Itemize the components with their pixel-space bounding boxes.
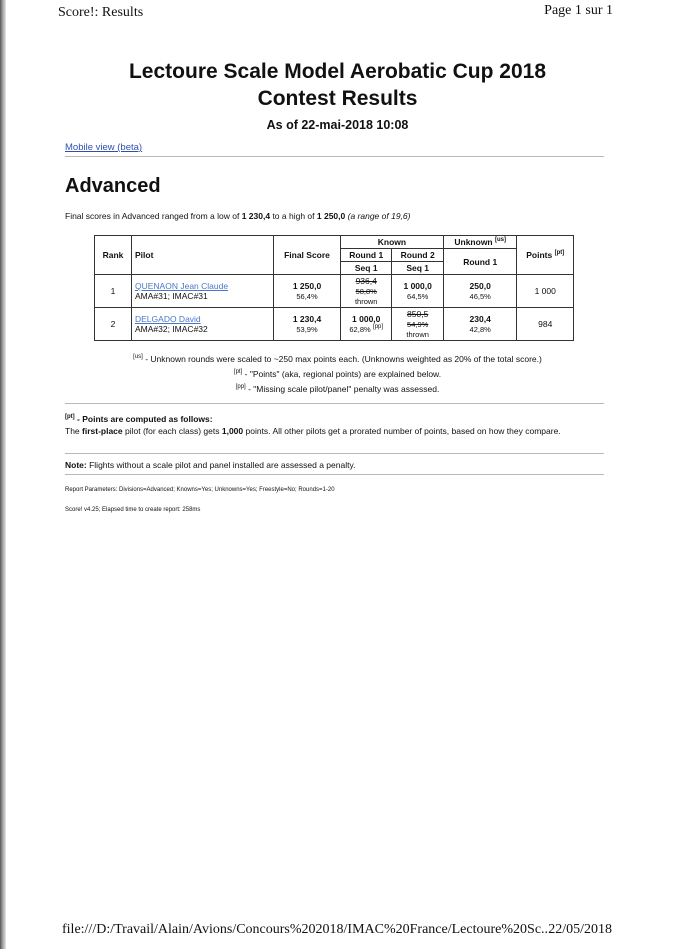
- page-title: Lectoure Scale Model Aerobatic Cup 2018: [128, 60, 547, 83]
- header-rank: Rank: [95, 236, 132, 275]
- divider: [65, 453, 604, 454]
- scan-page-edge: [0, 0, 6, 949]
- print-header-title: Score!: Results: [58, 5, 144, 20]
- thrown-score: 936,4: [355, 276, 377, 286]
- print-footer-date: 22/05/2018: [548, 922, 612, 937]
- header-known-round1: Round 1: [341, 249, 392, 262]
- summary-high: 1 250,0: [316, 211, 346, 221]
- points-cell: 984: [517, 308, 574, 341]
- summary-prefix: Final scores in Advanced ranged from a low of: [65, 211, 242, 221]
- known-round2-cell: 850,5 54,9% thrown: [392, 308, 443, 341]
- penalty-note: Note: Flights without a scale pilot and panel installed are assessed a penalty.: [65, 460, 356, 470]
- final-score-cell: 1 230,4 53,9%: [274, 308, 341, 341]
- footnote-penalty: [pp] - "Missing scale pilot/panel" penalty was assessed.: [235, 384, 440, 394]
- pilot-ids: AMA#32; IMAC#32: [135, 324, 208, 334]
- results-table: [94, 235, 574, 341]
- known-round1-cell: 936,4 58,8% thrown: [341, 275, 392, 308]
- known-round2-cell: 1 000,0 64,5%: [392, 275, 443, 308]
- header-pilot: Pilot: [132, 236, 274, 275]
- header-known-round2: Round 2: [392, 249, 443, 262]
- footnote-points: [pt] - "Points" (aka, regional points) are explained below.: [233, 369, 442, 379]
- page-subtitle: Contest Results: [257, 87, 418, 110]
- final-score-cell: 1 250,0 56,4%: [274, 275, 341, 308]
- rank-cell: 1: [95, 275, 132, 308]
- points-heading: [pt] - Points are computed as follows:: [65, 414, 213, 424]
- section-title: Advanced: [65, 175, 161, 197]
- pilot-cell: [132, 275, 274, 308]
- pilot-ids: AMA#31; IMAC#31: [135, 291, 208, 301]
- score-summary: [65, 211, 410, 221]
- divider: [65, 156, 604, 157]
- unknown-round1-cell: 250,0 46,5%: [443, 275, 517, 308]
- mobile-view-link[interactable]: Mobile view (beta): [65, 142, 143, 153]
- pilot-link[interactable]: DELGADO David: [135, 314, 201, 324]
- header-seq1: Seq 1: [392, 262, 443, 275]
- as-of-date: As of 22-mai-2018 10:08: [266, 118, 409, 132]
- print-footer-url: file:///D:/Travail/Alain/Avions/Concours%202018/IMAC%20France/Lectoure%20Sc...: [62, 922, 552, 937]
- divider: [65, 403, 604, 404]
- header-points: Points [pt]: [517, 236, 574, 275]
- pilot-cell: [132, 308, 274, 341]
- header-final-score: Final Score: [274, 236, 341, 275]
- known-round1-cell: 1 000,0 62,8% [pp]: [341, 308, 392, 341]
- print-header-page: Page 1 sur 1: [544, 3, 613, 18]
- table-row: [95, 308, 574, 341]
- divider: [65, 474, 604, 475]
- points-cell: 1 000: [517, 275, 574, 308]
- header-unknown: Unknown [us]: [443, 236, 517, 249]
- footnote-unknown: [us] - Unknown rounds were scaled to ~250 max points each. (Unknowns weighted as 20% of the total score.): [133, 354, 542, 364]
- summary-range: (a range of 19,6): [347, 211, 411, 221]
- thrown-score: 850,5: [407, 309, 429, 319]
- header-seq1: Seq 1: [341, 262, 392, 275]
- points-explanation: The first-place pilot (for each class) gets 1,000 points. All other pilots get a prorated number of points, based on how they compare.: [65, 426, 561, 436]
- header-known: Known: [341, 236, 444, 249]
- summary-low: 1 230,4: [241, 211, 271, 221]
- report-parameters: Report Parameters: Divisions=Advanced; Knowns=Yes; Unknowns=Yes; Freestyle=No; Rounds=1-20: [65, 487, 335, 493]
- version-info: Score! v4.25; Elapsed time to create report: 258ms: [65, 507, 201, 513]
- summary-mid: to a high of: [270, 211, 317, 221]
- table-row: [95, 275, 574, 308]
- rank-cell: 2: [95, 308, 132, 341]
- header-unknown-round1: Round 1: [443, 249, 517, 275]
- unknown-round1-cell: 230,4 42,8%: [443, 308, 517, 341]
- pilot-link[interactable]: QUENAON Jean Claude: [135, 281, 229, 291]
